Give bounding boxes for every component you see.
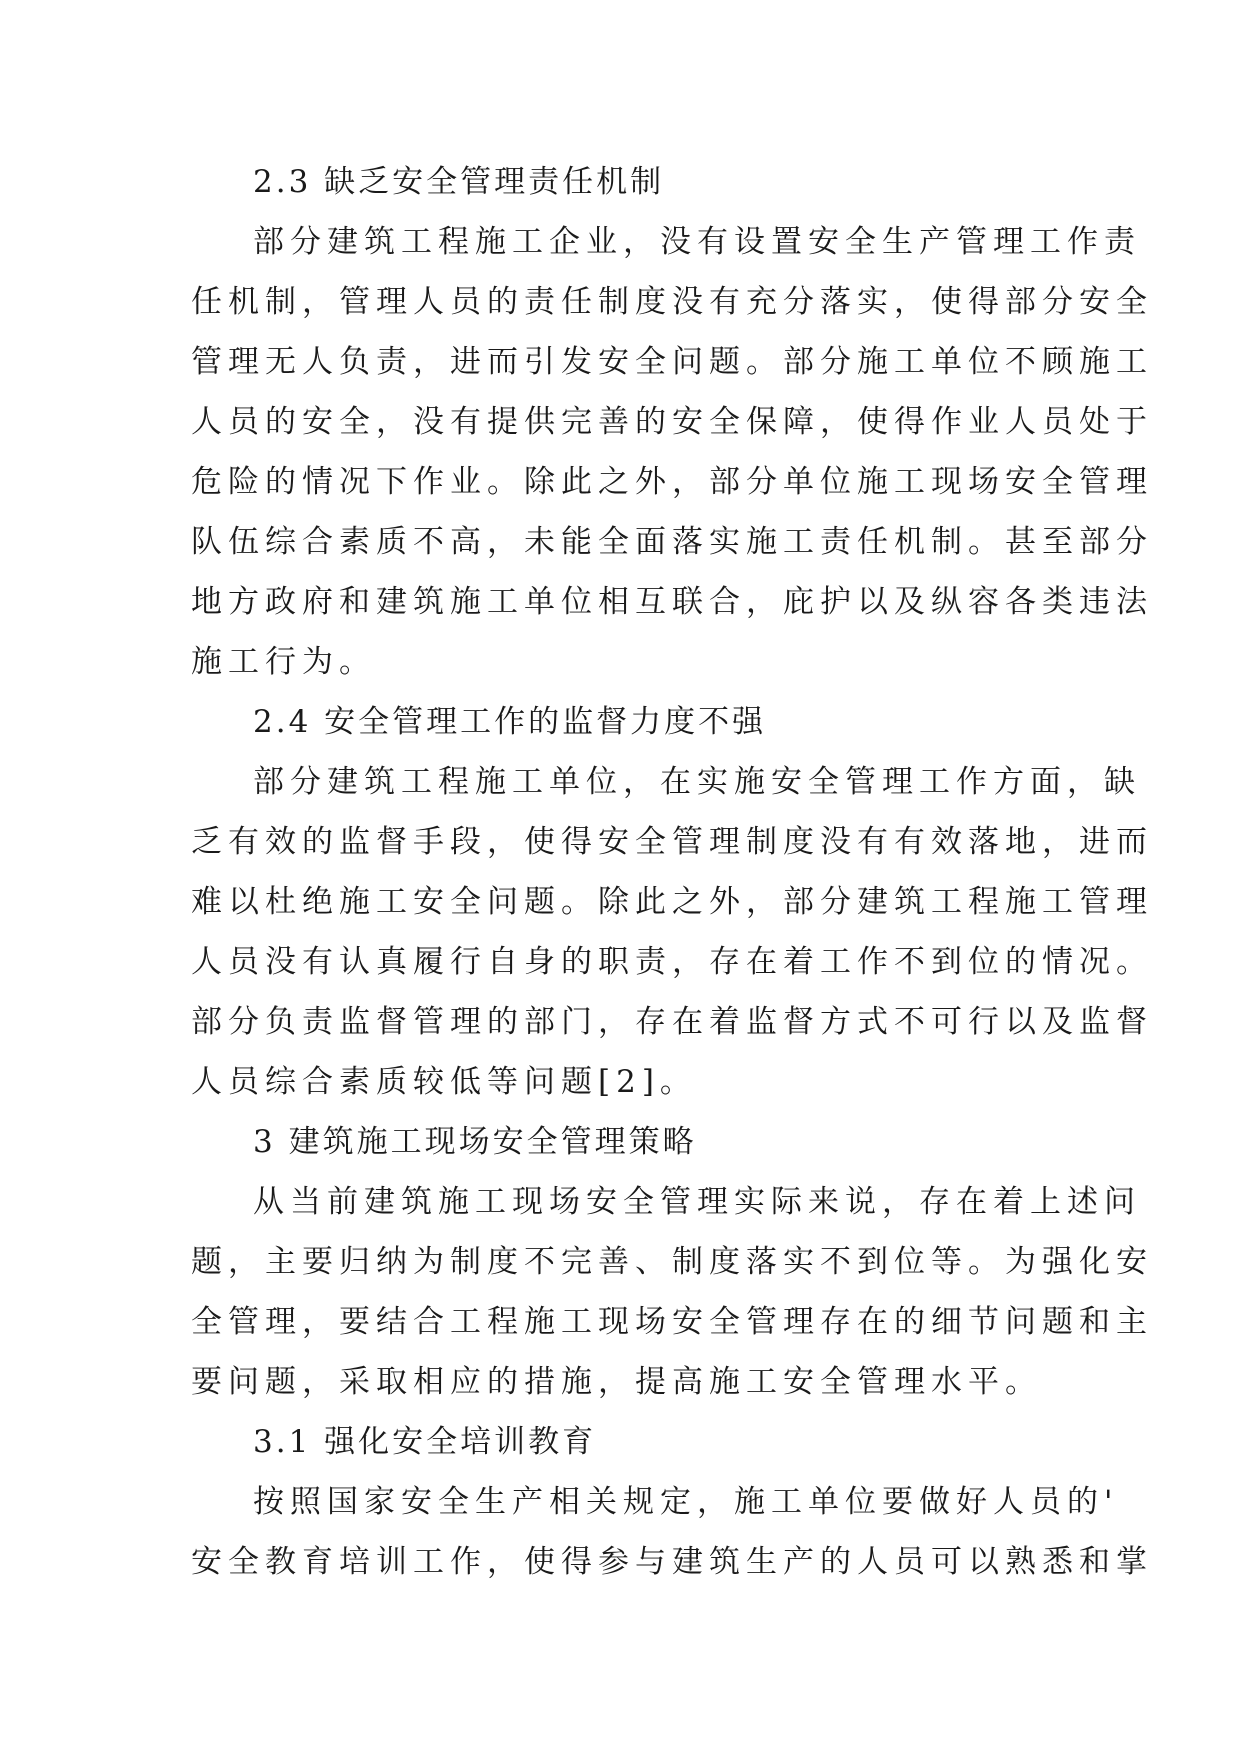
paragraph-line: 乏有效的监督手段，使得安全管理制度没有有效落地，进而	[191, 824, 1153, 860]
paragraph-line: 施工行为。	[191, 644, 376, 680]
paragraph-line: 按照国家安全生产相关规定，施工单位要做好人员的'	[253, 1484, 1119, 1520]
paragraph-line: 人员没有认真履行自身的职责，存在着工作不到位的情况。	[191, 944, 1153, 980]
section-heading-2-4: 2.4 安全管理工作的监督力度不强	[253, 704, 767, 740]
paragraph-line: 地方政府和建筑施工单位相互联合，庇护以及纵容各类违法	[191, 584, 1153, 620]
paragraph-line: 部分建筑工程施工企业，没有设置安全生产管理工作责	[253, 224, 1141, 260]
paragraph-line: 危险的情况下作业。除此之外，部分单位施工现场安全管理	[191, 464, 1153, 500]
paragraph-line: 部分负责监督管理的部门，存在着监督方式不可行以及监督	[191, 1004, 1153, 1040]
paragraph-line: 队伍综合素质不高，未能全面落实施工责任机制。甚至部分	[191, 524, 1153, 560]
paragraph-line: 任机制，管理人员的责任制度没有充分落实，使得部分安全	[191, 284, 1153, 320]
paragraph-line: 人员的安全，没有提供完善的安全保障，使得作业人员处于	[191, 404, 1153, 440]
paragraph-line: 题，主要归纳为制度不完善、制度落实不到位等。为强化安	[191, 1244, 1153, 1280]
paragraph-line: 管理无人负责，进而引发安全问题。部分施工单位不顾施工	[191, 344, 1153, 380]
paragraph-line: 安全教育培训工作，使得参与建筑生产的人员可以熟悉和掌	[191, 1544, 1153, 1580]
section-heading-3-1: 3.1 强化安全培训教育	[253, 1424, 597, 1460]
paragraph-line: 要问题，采取相应的措施，提高施工安全管理水平。	[191, 1364, 1042, 1400]
paragraph-line: 人员综合素质较低等问题[2]。	[191, 1064, 697, 1100]
paragraph-line: 部分建筑工程施工单位，在实施安全管理工作方面，缺	[253, 764, 1141, 800]
paragraph-line: 从当前建筑施工现场安全管理实际来说，存在着上述问	[253, 1184, 1141, 1220]
paragraph-line: 全管理，要结合工程施工现场安全管理存在的细节问题和主	[191, 1304, 1153, 1340]
section-heading-2-3: 2.3 缺乏安全管理责任机制	[253, 164, 665, 200]
paragraph-line: 难以杜绝施工安全问题。除此之外，部分建筑工程施工管理	[191, 884, 1153, 920]
section-heading-3: 3 建筑施工现场安全管理策略	[253, 1124, 697, 1160]
